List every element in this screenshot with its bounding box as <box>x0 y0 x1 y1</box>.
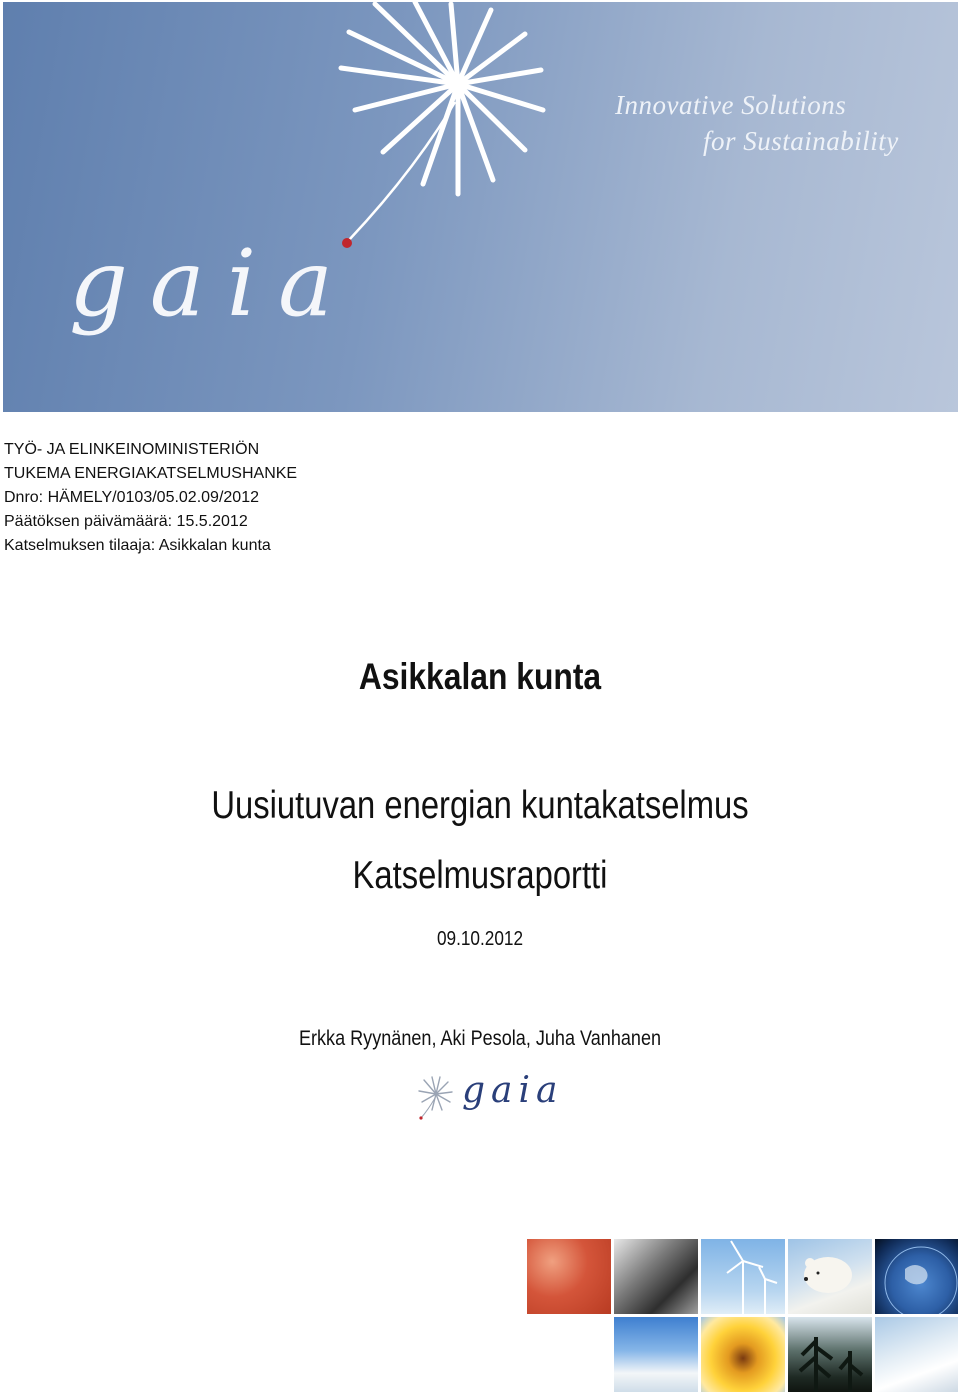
report-authors: Erkka Ryynänen, Aki Pesola, Juha Vanhanen <box>298 1027 662 1050</box>
photo-people <box>614 1239 698 1314</box>
dandelion-burst-icon <box>3 2 603 262</box>
dandelion-small-icon <box>416 1074 460 1122</box>
photo-earth <box>875 1239 958 1314</box>
earth-icon <box>875 1239 958 1314</box>
report-type: Katselmusraportti <box>352 854 608 897</box>
photo-snow <box>875 1317 958 1392</box>
photo-mosaic <box>527 1239 958 1395</box>
footer-gaia-word: gaia <box>462 1070 564 1111</box>
photo-textile-pattern <box>527 1239 611 1314</box>
info-ministry: TYÖ- JA ELINKEINOMINISTERIÖN <box>4 441 260 458</box>
photo-polar-bear <box>788 1239 872 1314</box>
photo-tulip <box>701 1317 785 1392</box>
info-project: TUKEMA ENERGIAKATSELMUSHANKE <box>4 465 298 482</box>
photo-pine-trees <box>788 1317 872 1392</box>
project-info <box>4 438 297 558</box>
banner-tagline-line1: Innovative Solutions <box>615 90 847 120</box>
info-reference-number: Dnro: HÄMELY/0103/05.02.09/2012 <box>4 489 259 506</box>
pine-tree-icon <box>788 1317 872 1392</box>
photo-wind-turbines <box>701 1239 785 1314</box>
polar-bear-icon <box>788 1239 872 1314</box>
report-date: 09.10.2012 <box>436 928 524 950</box>
document-title: Asikkalan kunta <box>358 656 602 697</box>
document-subtitle: Uusiutuvan energian kuntakatselmus <box>211 784 749 827</box>
header-banner <box>3 2 958 412</box>
info-client: Katselmuksen tilaaja: Asikkalan kunta <box>4 537 271 554</box>
footer-gaia-logo <box>416 1070 564 1124</box>
photo-clouds <box>614 1317 698 1392</box>
info-decision-date: Päätöksen päivämäärä: 15.5.2012 <box>4 513 248 530</box>
banner-gaia-logo: gaia <box>69 230 356 337</box>
wind-turbine-icon <box>701 1239 785 1314</box>
banner-tagline-line2: for Sustainability <box>703 126 899 156</box>
